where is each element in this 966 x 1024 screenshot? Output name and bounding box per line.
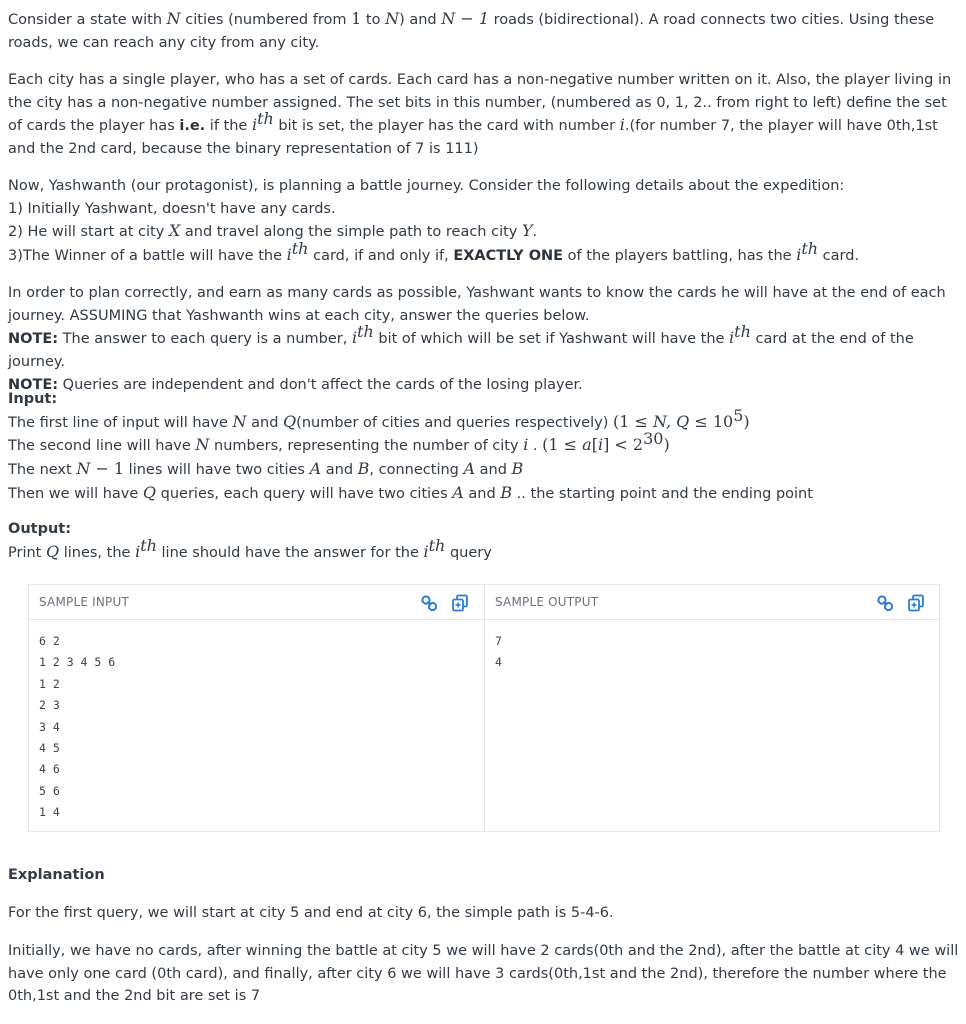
expedition-details	[8, 175, 960, 268]
copy-icon[interactable]	[906, 593, 926, 613]
intro-paragraph-1: Consider a state with N cities (numbered from 1 to N) and N − 1 roads (bidirectional). A road connects two cities. Using these roads, we can reach any city from any city.	[8, 9, 935, 51]
expedition-intro-line: Now, Yashwanth (our protagonist), is planning a battle journey. Consider the following details about the expedition:	[8, 178, 845, 194]
input-line-3: The next N − 1 lines will have two cities A and B, connecting A and B	[8, 459, 524, 479]
explanation-paragraph-2: Initially, we have no cards, after winning the battle at city 5 we will have 2 cards(0th and the 2nd), after the battle at city 4 we will have only one card (0th card), and finally, after city 6 we will have 3 cards(0th,1st and the 2nd), therefore the number where the 0th,1st and the 2nd bit are set is 7	[8, 943, 959, 1005]
sample-io-box	[28, 584, 940, 832]
input-section	[8, 388, 960, 506]
sample-output-header	[485, 585, 939, 620]
sample-output-title: SAMPLE OUTPUT	[495, 595, 599, 609]
rule-3: 3)The Winner of a battle will have the $i^{th}$ card, if and only if, EXACTLY ONE of the players battling, has the $i^{th}$ card.	[8, 239, 860, 265]
explanation-paragraph-1: For the first query, we will start at city 5 and end at city 6, the simple path is 5-4-6.	[8, 905, 614, 921]
query-notes	[8, 282, 960, 397]
output-heading: Output:	[8, 521, 72, 537]
query-intro: In order to plan correctly, and earn as many cards as possible, Yashwant wants to know the cards he will have at the end of each journey. ASSUMING that Yashwanth wins at each city, answer the queries below.	[8, 285, 946, 324]
output-section	[8, 518, 960, 564]
note-1: NOTE: The answer to each query is a number, $i^{th}$ bit of which will be set if Yashwant will have the $i^{th}$ card at the end of the journey.	[8, 322, 914, 371]
sample-input-content: 6 2 1 2 3 4 5 6 1 2 2 3 3 4 4 5 4 6 5 6 1 4	[39, 634, 116, 820]
input-line-2: The second line will have N numbers, representing the number of city i . $(1 \le a[i] < 2^{30})$	[8, 429, 670, 455]
sample-input-title: SAMPLE INPUT	[39, 595, 129, 609]
link-icon[interactable]	[419, 593, 439, 613]
rule-2: 2) He will start at city X and travel along the simple path to reach city Y.	[8, 221, 538, 241]
copy-icon[interactable]	[450, 593, 470, 613]
input-line-1: The first line of input will have N and Q(number of cities and queries respectively) (1 ≤ N, $Q \le 10^5$)	[8, 405, 750, 431]
sample-output-panel	[485, 585, 939, 831]
link-icon[interactable]	[875, 593, 895, 613]
intro-paragraph-2: Each city has a single player, who has a set of cards. Each card has a non-negative number written on it. Also, the player living in the city has a non-negative number assigned. The set bits in this number, (numbered as 0, 1, 2.. from right to left) define the set of cards the player has i.e. if the $i^{th}$ bit is set, the player has the card with number i.(for number 7, the player will have 0th,1st and the 2nd card, because the binary representation of 7 is 111)	[8, 72, 952, 158]
sample-input-panel	[29, 585, 485, 831]
input-heading: Input:	[8, 391, 58, 407]
explanation-heading: Explanation	[8, 867, 105, 883]
note-2: NOTE: Queries are independent and don't affect the cards of the losing player.	[8, 376, 583, 393]
sample-input-header	[29, 585, 484, 620]
output-line: Print Q lines, the $i^{th}$ line should have the answer for the $i^{th}$ query	[8, 535, 492, 561]
rule-1: 1) Initially Yashwant, doesn't have any cards.	[8, 200, 336, 217]
sample-output-content: 7 4	[495, 634, 502, 670]
input-line-4: Then we will have Q queries, each query will have two cities A and B .. the starting point and the ending point	[8, 482, 813, 502]
